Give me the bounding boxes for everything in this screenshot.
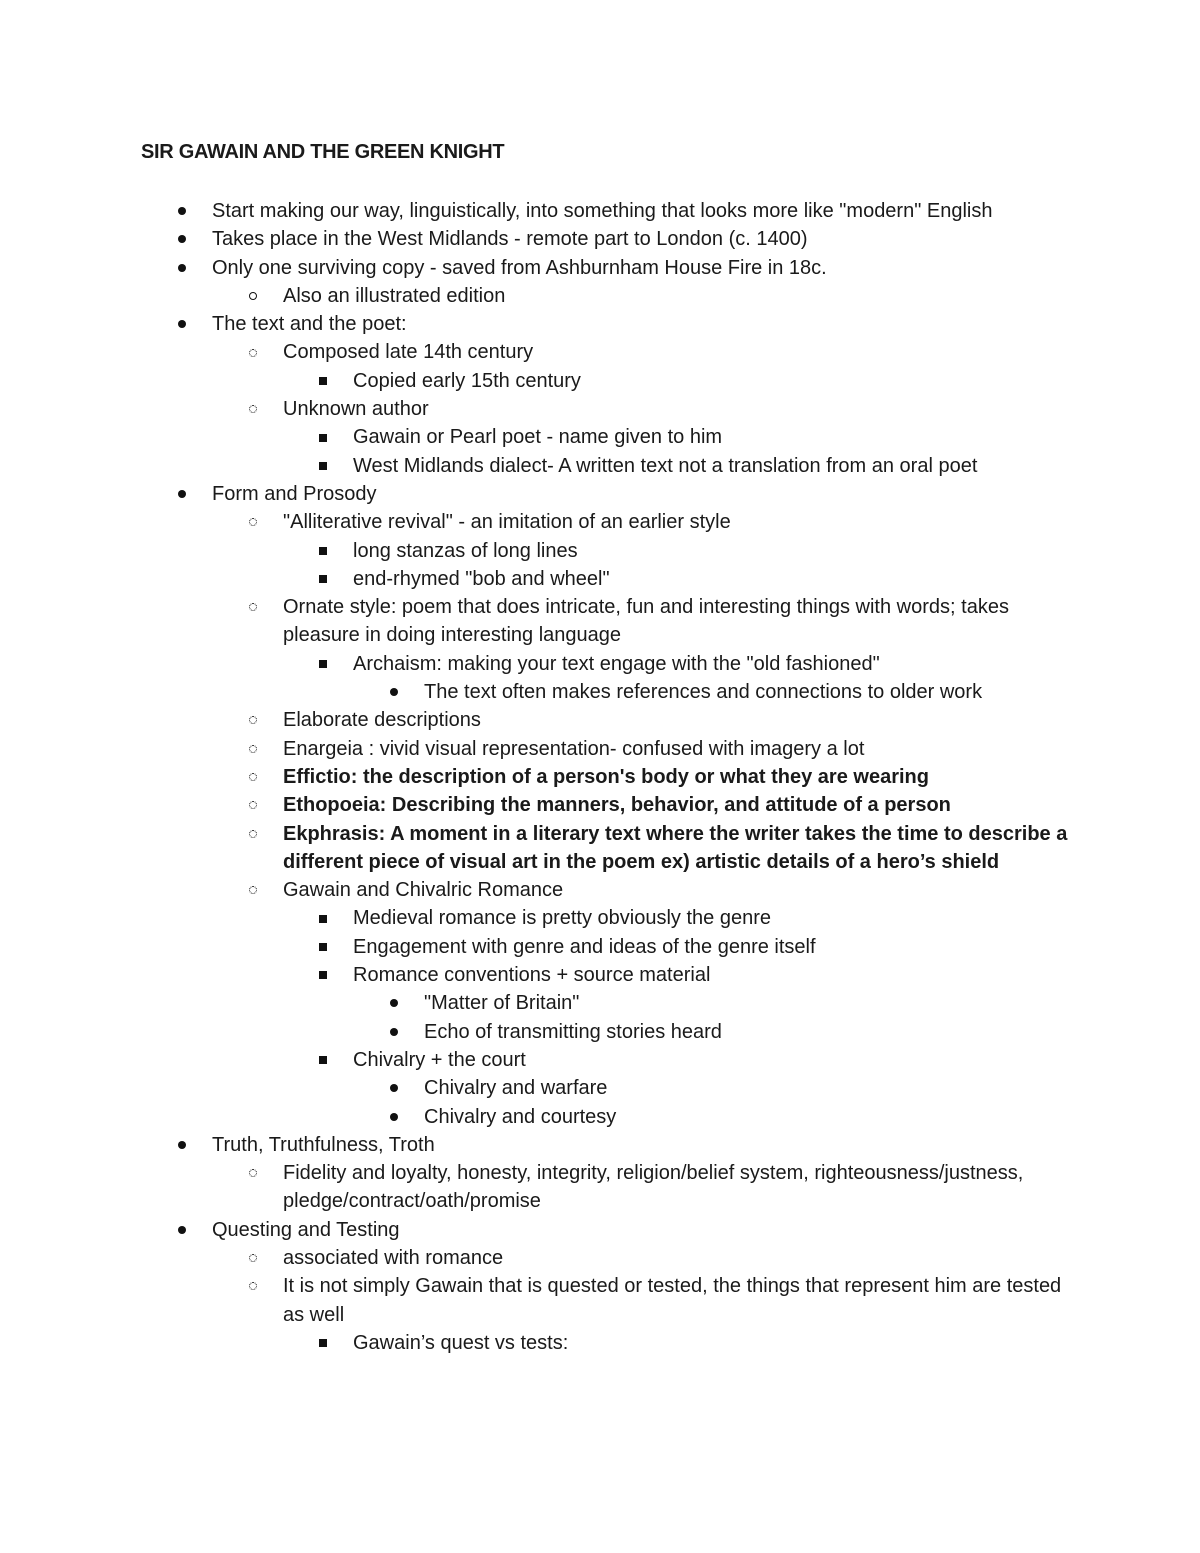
list-item-text: associated with romance [283,1246,504,1269]
list-item-text: Composed late 14th century [283,341,534,364]
list-item-text: Effictio: the description of a person's body or what they are wearing [283,765,929,788]
bullet-dotted-circle-icon [245,508,261,536]
list-item [0,338,1073,366]
list-item-text: Start making our way, linguistically, into something that looks more like "modern" English [212,200,993,222]
list-item [0,225,1072,253]
list-item [0,678,1074,706]
list-item-text: Form and Prosody [212,482,377,505]
list-item-text: "Alliterative revival" - an imitation of an earlier style [283,511,731,534]
bullet-dot-icon [174,1216,190,1244]
list-item-text: Copied early 15th century [353,369,581,392]
bullet-dotted-circle-icon [245,395,261,423]
list-item-text: Gawain’s quest vs tests: [353,1331,569,1354]
list-item [0,1159,1073,1216]
list-item [0,508,1073,536]
list-item-text: Gawain and Chivalric Romance [283,879,564,902]
list-item [0,1329,1073,1357]
bullet-dot-icon [386,1074,402,1102]
list-item-text: Ethopoeia: Describing the manners, behavior, and attitude of a person [283,794,951,817]
bullet-square-icon [315,904,331,932]
bullet-dotted-circle-icon [245,820,261,848]
bullet-square-icon [315,537,331,565]
bullet-circle-icon [245,282,261,310]
list-item [0,650,1073,678]
list-item [0,791,1073,819]
list-item [0,367,1073,395]
list-item-text: It is not simply Gawain that is quested or tested, the things that represent him are tested as well [283,1275,1062,1326]
bullet-dot-icon [174,225,190,253]
bullet-square-icon [315,650,331,678]
list-item-text: long stanzas of long lines [353,539,578,562]
list-item [0,1216,1072,1244]
list-item-text: Medieval romance is pretty obviously the genre [353,907,771,930]
list-item [0,1131,1072,1159]
list-item [0,537,1073,565]
list-item-text: Chivalry and warfare [424,1077,608,1100]
list-item-text: Takes place in the West Midlands - remote part to London (c. 1400) [212,228,808,251]
list-item-text: Enargeia : vivid visual representation- confused with imagery a lot [283,737,865,760]
bullet-dot-icon [174,480,190,508]
bullet-dot-icon [174,1131,190,1159]
bullet-square-icon [315,367,331,395]
bullet-square-icon [315,565,331,593]
bullet-dotted-circle-icon [245,1244,261,1272]
list-item [0,452,1073,480]
list-item [0,904,1073,932]
bullet-square-icon [315,452,331,480]
bullet-square-icon [315,933,331,961]
bullet-square-icon [315,961,331,989]
list-item [0,1103,1074,1131]
bullet-square-icon [315,423,331,451]
list-item [0,197,1072,225]
list-item-text: Chivalry and courtesy [424,1105,617,1128]
bullet-dot-icon [174,254,190,282]
list-item [0,1018,1074,1046]
list-item-text: Gawain or Pearl poet - name given to him [353,426,723,449]
list-item [0,989,1074,1017]
list-item [0,876,1073,904]
list-item [0,480,1072,508]
list-item [0,763,1073,791]
list-item [0,310,1072,338]
bullet-dot-icon [386,1103,402,1131]
bullet-dot-icon [386,678,402,706]
list-item-text: West Midlands dialect- A written text not a translation from an oral poet [353,454,978,477]
bullet-dotted-circle-icon [245,706,261,734]
list-item [0,565,1073,593]
bullet-dotted-circle-icon [245,791,261,819]
list-item-text: Questing and Testing [212,1218,400,1241]
list-item-text: Chivalry + the court [353,1048,526,1071]
bullet-dotted-circle-icon [245,1272,261,1300]
list-item-text: The text and the poet: [212,313,407,336]
list-item-text: Also an illustrated edition [283,284,506,307]
list-item [0,1046,1073,1074]
list-item-text: "Matter of Britain" [424,992,580,1015]
bullet-dot-icon [174,310,190,338]
list-item-text: end-rhymed "bob and wheel" [353,567,610,590]
list-item-text: Unknown author [283,398,429,421]
list-item [0,1074,1074,1102]
bullet-dotted-circle-icon [245,763,261,791]
bullet-square-icon [315,1046,331,1074]
list-item-text: Romance conventions + source material [353,964,711,987]
bullet-dotted-circle-icon [245,593,261,621]
list-item-text: Archaism: making your text engage with the "old fashioned" [353,652,880,675]
bullet-dotted-circle-icon [245,1159,261,1187]
bullet-dotted-circle-icon [245,876,261,904]
list-item [0,735,1073,763]
list-item [0,1244,1073,1272]
list-item-text: Only one surviving copy - saved from Ashburnham House Fire in 18c. [212,256,827,279]
list-item-text: Echo of transmitting stories heard [424,1020,722,1043]
list-item-text: Fidelity and loyalty, honesty, integrity, religion/belief system, righteousness/justness, pledge/contract/oath/promise [283,1162,1024,1213]
list-item [0,395,1073,423]
list-item-text: Ekphrasis: A moment in a literary text where the writer takes the time to describe a different piece of visual art in the poem ex) artistic details of a hero’s shield [283,822,1068,873]
list-item [0,933,1073,961]
list-item [0,820,1073,877]
bullet-dot-icon [386,989,402,1017]
list-item [0,961,1073,989]
list-item-text: Engagement with genre and ideas of the genre itself [353,935,816,958]
notes-list [0,197,1200,1357]
list-item-text: Elaborate descriptions [283,709,481,732]
bullet-dot-icon [174,197,190,225]
list-item [0,706,1073,734]
list-item [0,282,1073,310]
list-item [0,593,1073,650]
list-item-text: Truth, Truthfulness, Troth [212,1133,435,1156]
list-item [0,1272,1073,1329]
list-item-text: The text often makes references and connections to older work [424,681,983,704]
bullet-square-icon [315,1329,331,1357]
list-item-text: Ornate style: poem that does intricate, fun and interesting things with words; takes pleasure in doing interesting language [283,596,1009,647]
page-title: SIR GAWAIN AND THE GREEN KNIGHT [141,141,505,163]
list-item [0,254,1072,282]
list-item [0,423,1073,451]
bullet-dotted-circle-icon [245,338,261,366]
bullet-dotted-circle-icon [245,735,261,763]
bullet-dot-icon [386,1018,402,1046]
